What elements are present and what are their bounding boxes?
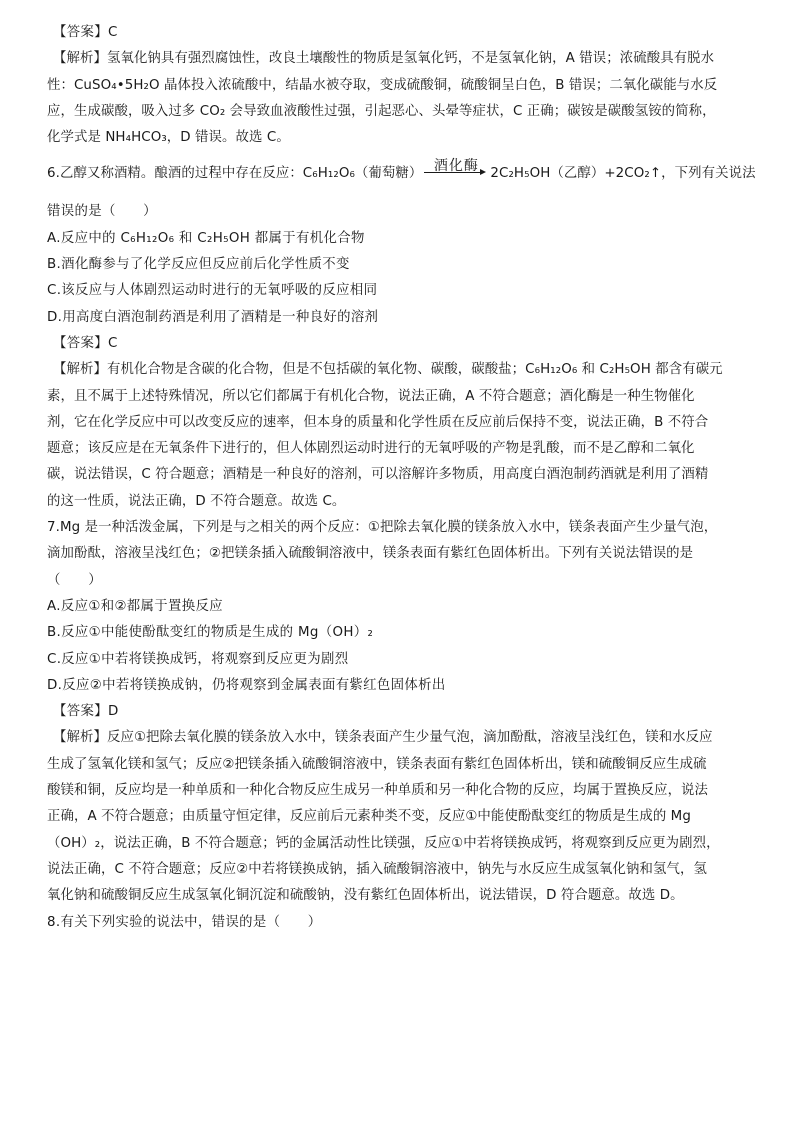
arrow-icon bbox=[424, 172, 480, 173]
option-d: D.反应②中若将镁换成钠，仍将观察到金属表面有紫红色固体析出 bbox=[47, 677, 446, 693]
analysis-line: 【解析】有机化合物是含碳的化合物，但是不包括碳的氧化物、碳酸，碳酸盐；C₆H₁₂O₆ 和 C₂H₅OH 都含有碳元 bbox=[53, 362, 723, 378]
analysis-line: 【解析】反应①把除去氧化膜的镁条放入水中，镁条表面产生少量气泡，滴加酚酞，溶液呈浅红色，镁和水反应 bbox=[53, 730, 713, 746]
q6-block bbox=[47, 158, 756, 515]
question-stem: 8.有关下列实验的说法中，错误的是（ ） bbox=[47, 914, 322, 930]
analysis-line: 性：CuSO₄•5H₂O 晶体投入浓硫酸中，结晶水被夺取，变成硫酸铜，硫酸铜呈白色，B 错误；二氧化碳能与水反 bbox=[47, 77, 718, 93]
stem-text: 2C₂H₅OH（乙醇）+2CO₂↑，下列有关说法 bbox=[490, 166, 756, 182]
analysis-line: 碳，说法错误，C 符合题意；酒精是一种良好的溶剂，可以溶解许多物质，用高度白酒泡制药酒就是利用了酒精 bbox=[47, 467, 709, 483]
analysis-line: 应，生成碳酸，吸入过多 CO₂ 会导致血液酸性过强，引起恶心、头晕等症状，C 正确；碳铵是碳酸氢铵的简称， bbox=[47, 103, 716, 119]
option-b: B.酒化酶参与了化学反应但反应前后化学性质不变 bbox=[47, 257, 350, 273]
option-d: D.用高度白酒泡制药酒是利用了酒精是一种良好的溶剂 bbox=[47, 309, 379, 325]
stem-text: 6.乙醇又称酒精。酿酒的过程中存在反应：C₆H₁₂O₆（葡萄糖） bbox=[47, 166, 423, 182]
question-stem: 滴加酚酞，溶液呈浅红色；②把镁条插入硫酸铜溶液中，镁条表面有紫红色固体析出。下列有关说法错误的是 bbox=[47, 546, 694, 562]
answer-line: 【答案】D bbox=[53, 704, 119, 720]
analysis-line: 化学式是 NH₄HCO₃，D 错误。故选 C。 bbox=[47, 130, 290, 146]
question-stem bbox=[47, 158, 756, 189]
answer-line: 【答案】C bbox=[53, 335, 118, 351]
answer-line: 【答案】C bbox=[53, 25, 118, 40]
document-page bbox=[47, 20, 756, 936]
option-c: C.该反应与人体剧烈运动时进行的无氧呼吸的反应相同 bbox=[47, 283, 378, 299]
catalyst-label: 酒化酶 bbox=[433, 158, 479, 175]
option-a: A.反应①和②都属于置换反应 bbox=[47, 598, 223, 614]
option-a: A.反应中的 C₆H₁₂O₆ 和 C₂H₅OH 都属于有机化合物 bbox=[47, 230, 365, 246]
analysis-line: 剂，它在化学反应中可以改变反应的速率，但本身的质量和化学性质在反应前后保持不变，说法正确，B 不符合 bbox=[47, 414, 709, 430]
question-stem: 7.Mg 是一种活泼金属，下列是与之相关的两个反应：①把除去氧化膜的镁条放入水中，镁条表面产生少量气泡， bbox=[47, 520, 718, 536]
analysis-line: （OH）₂，说法正确，B 不符合题意；钙的金属活动性比镁强，反应①中若将镁换成钙，将观察到反应更为剧烈， bbox=[47, 835, 720, 851]
question-stem: 错误的是（ ） bbox=[47, 204, 157, 220]
question-stem: （ ） bbox=[47, 572, 102, 588]
q7-block bbox=[47, 515, 749, 909]
analysis-line: 题意；该反应是在无氧条件下进行的，但人体剧烈运动时进行的无氧呼吸的产物是乳酸，而不是乙醇和二氧化 bbox=[47, 441, 695, 457]
analysis-line: 素，且不属于上述特殊情况，所以它们都属于有机化合物，说法正确，A 不符合题意；酒化酶是一种生物催化 bbox=[47, 388, 695, 404]
analysis-line: 生成了氢氧化镁和氢气；反应②把镁条插入硫酸铜溶液中，镁条表面有紫红色固体析出，镁和硫酸铜反应生成硫 bbox=[47, 756, 707, 772]
reaction-arrow bbox=[424, 158, 488, 181]
analysis-line: 的这一性质，说法正确，D 不符合题意。故选 C。 bbox=[47, 493, 346, 509]
analysis-line: 正确，A 不符合题意；由质量守恒定律，反应前后元素种类不变，反应①中能使酚酞变红的物质是生成的 Mg bbox=[47, 809, 691, 825]
option-c: C.反应①中若将镁换成钙，将观察到反应更为剧烈 bbox=[47, 651, 349, 667]
analysis-line: 酸镁和铜，反应均是一种单质和一种化合物反应生成另一种单质和另一种化合物的反应，均属于置换反应，说法 bbox=[47, 783, 709, 799]
q5-block bbox=[47, 20, 749, 151]
analysis-line: 氧化钠和硫酸铜反应生成氢氧化铜沉淀和硫酸钠，没有紫红色固体析出，说法错误，D 符合题意。故选 D。 bbox=[47, 888, 684, 904]
analysis-line: 【解析】氢氧化钠具有强烈腐蚀性，改良土壤酸性的物质是氢氧化钙，不是氢氧化钠，A 错误；浓硫酸具有脱水 bbox=[53, 51, 715, 67]
option-b: B.反应①中能使酚酞变红的物质是生成的 Mg（OH）₂ bbox=[47, 625, 374, 641]
q8-block bbox=[47, 910, 749, 936]
analysis-line: 说法正确，C 不符合题意；反应②中若将镁换成钠，插入硫酸铜溶液中，钠先与水反应生成氢氧化钠和氢气，氢 bbox=[47, 861, 707, 877]
